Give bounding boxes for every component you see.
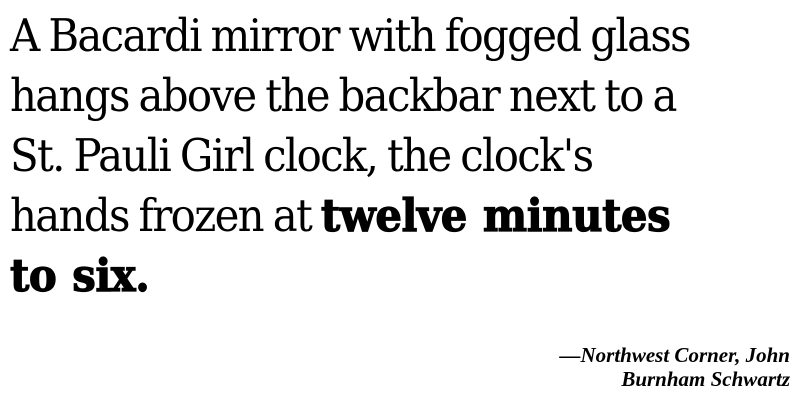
quote-line-2: hangs above the backbar next to a bbox=[10, 69, 676, 122]
quote-line-1: A Bacardi mirror with fogged glass bbox=[10, 9, 690, 62]
quote-line-5 bbox=[10, 246, 740, 306]
quote-line-4-plain: hands frozen at bbox=[10, 189, 321, 242]
quote-line-4 bbox=[10, 186, 740, 246]
quote-emphasis-part-2: to six. bbox=[10, 249, 150, 302]
attribution bbox=[470, 343, 790, 391]
attribution-line-1: —Northwest Corner, John bbox=[559, 343, 790, 367]
quote-emphasis-part-1: twelve minutes bbox=[320, 189, 671, 242]
quote-line-3: St. Pauli Girl clock, the clock's bbox=[10, 129, 593, 182]
attribution-line-2: Burnham Schwartz bbox=[621, 367, 790, 391]
quote-text bbox=[10, 6, 740, 306]
